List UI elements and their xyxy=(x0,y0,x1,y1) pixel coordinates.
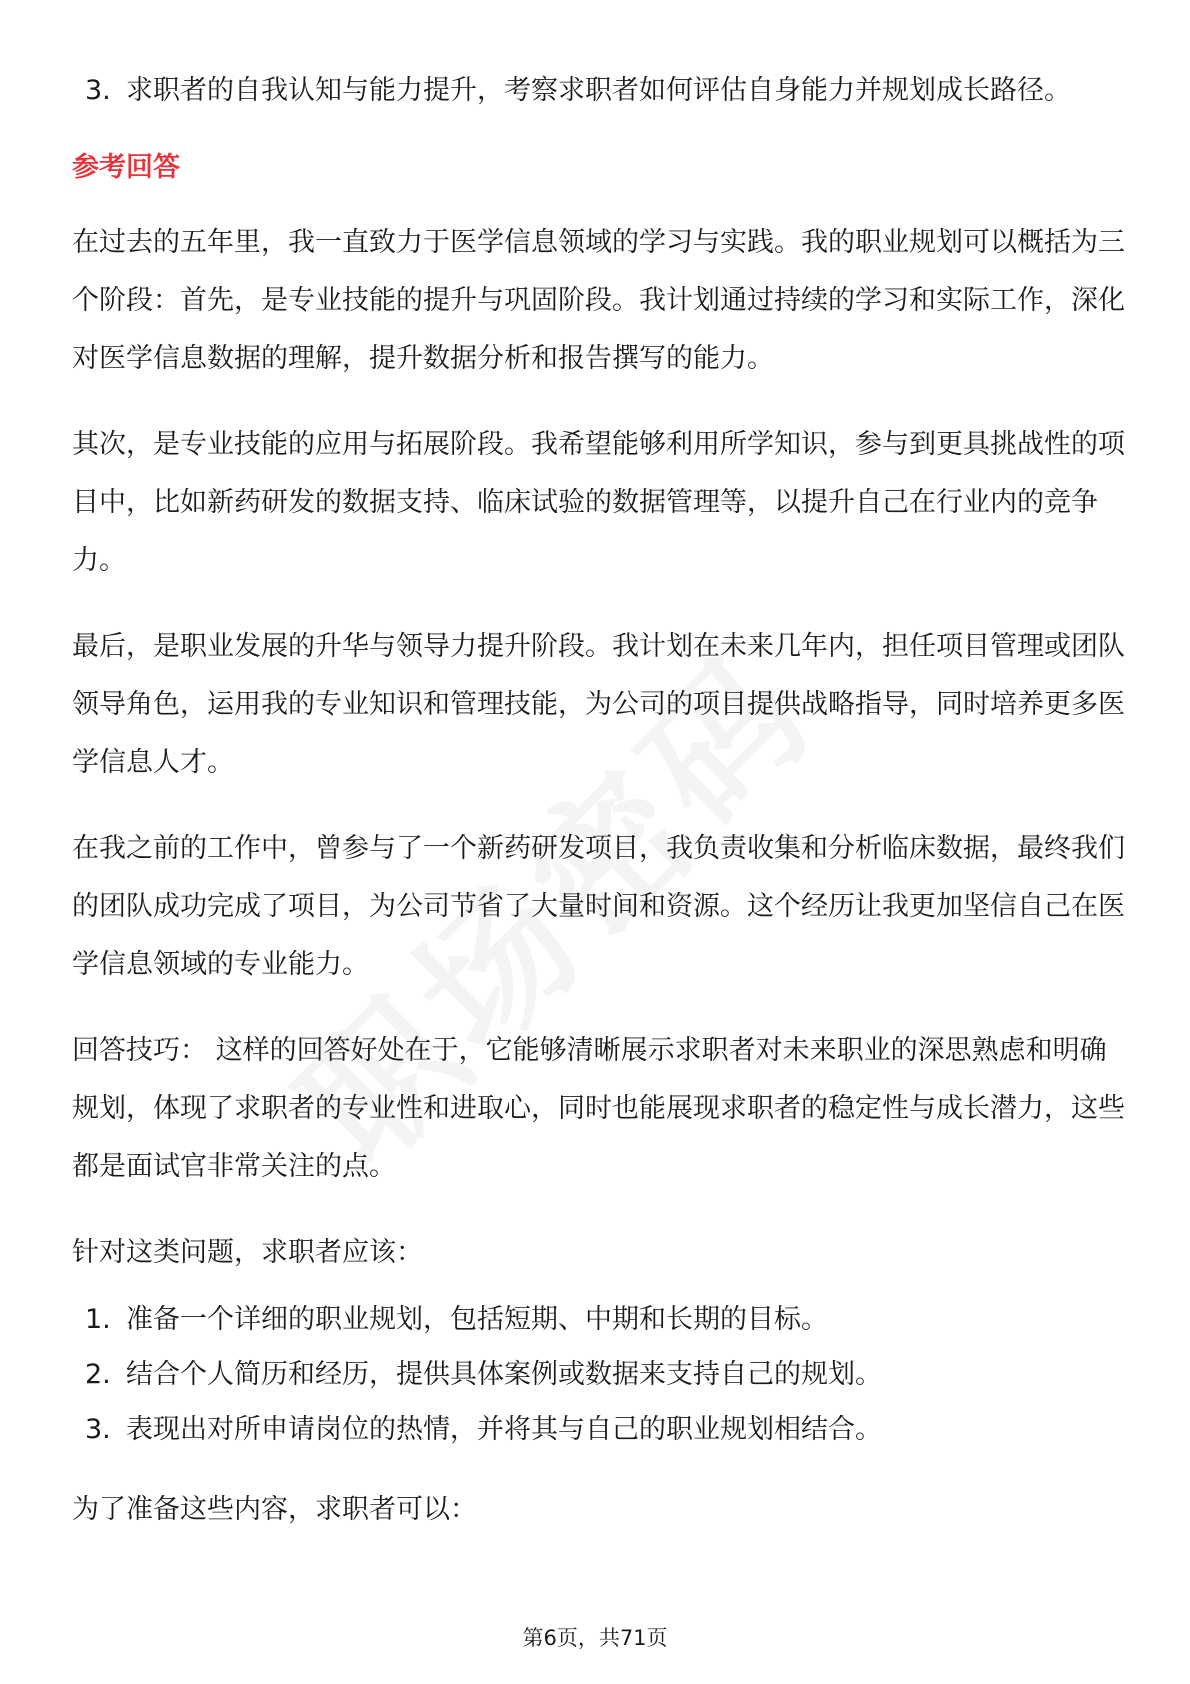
paragraph: 在我之前的工作中，曾参与了一个新药研发项目，我负责收集和分析临床数据，最终我们的团队成功完成了项目，为公司节省了大量时间和资源。这个经历让我更加坚信自己在医学信息领域的专业能力。 xyxy=(72,833,1125,980)
list-text: 准备一个详细的职业规划，包括短期、中期和长期的目标。 xyxy=(126,1304,828,1335)
list-number: 1. xyxy=(85,1304,111,1335)
list-text: 求职者的自我认知与能力提升，考察求职者如何评估自身能力并规划成长路径。 xyxy=(126,75,1071,106)
list-item xyxy=(72,1292,1132,1347)
list-item xyxy=(72,1347,1132,1402)
answer-tips-paragraph: 回答技巧： 这样的回答好处在于，它能够清晰展示求职者对未来职业的深思熟虑和明确规划，体现了求职者的专业性和进取心，同时也能展现求职者的稳定性与成长潜力，这些都是面试官非常关注的点。 xyxy=(72,1035,1125,1182)
list-number: 2. xyxy=(85,1359,111,1390)
list-text: 表现出对所申请岗位的热情，并将其与自己的职业规划相结合。 xyxy=(126,1414,882,1445)
list-item xyxy=(72,1402,1132,1457)
paragraph: 针对这类问题，求职者应该： xyxy=(72,1237,423,1268)
closing-paragraph: 为了准备这些内容，求职者可以： xyxy=(72,1494,477,1525)
page-content xyxy=(72,62,1132,1567)
tips-list xyxy=(72,1292,1132,1457)
list-number: 3. xyxy=(85,1414,111,1445)
section-heading: 参考回答 xyxy=(72,152,180,183)
paragraph: 最后，是职业发展的升华与领导力提升阶段。我计划在未来几年内，担任项目管理或团队领导角色，运用我的专业知识和管理技能，为公司的项目提供战略指导，同时培养更多医学信息人才。 xyxy=(72,631,1125,778)
list-item xyxy=(72,62,1132,120)
intro-list xyxy=(72,62,1132,120)
list-text: 结合个人简历和经历，提供具体案例或数据来支持自己的规划。 xyxy=(126,1359,882,1390)
paragraph: 其次，是专业技能的应用与拓展阶段。我希望能够利用所学知识，参与到更具挑战性的项目中，比如新药研发的数据支持、临床试验的数据管理等，以提升自己在行业内的竞争力。 xyxy=(72,429,1125,576)
page-number: 第6页，共71页 xyxy=(522,1626,668,1650)
paragraph: 在过去的五年里，我一直致力于医学信息领域的学习与实践。我的职业规划可以概括为三个阶段：首先，是专业技能的提升与巩固阶段。我计划通过持续的学习和实际工作，深化对医学信息数据的理解，提升数据分析和报告撰写的能力。 xyxy=(72,227,1125,374)
list-number: 3. xyxy=(85,75,111,106)
